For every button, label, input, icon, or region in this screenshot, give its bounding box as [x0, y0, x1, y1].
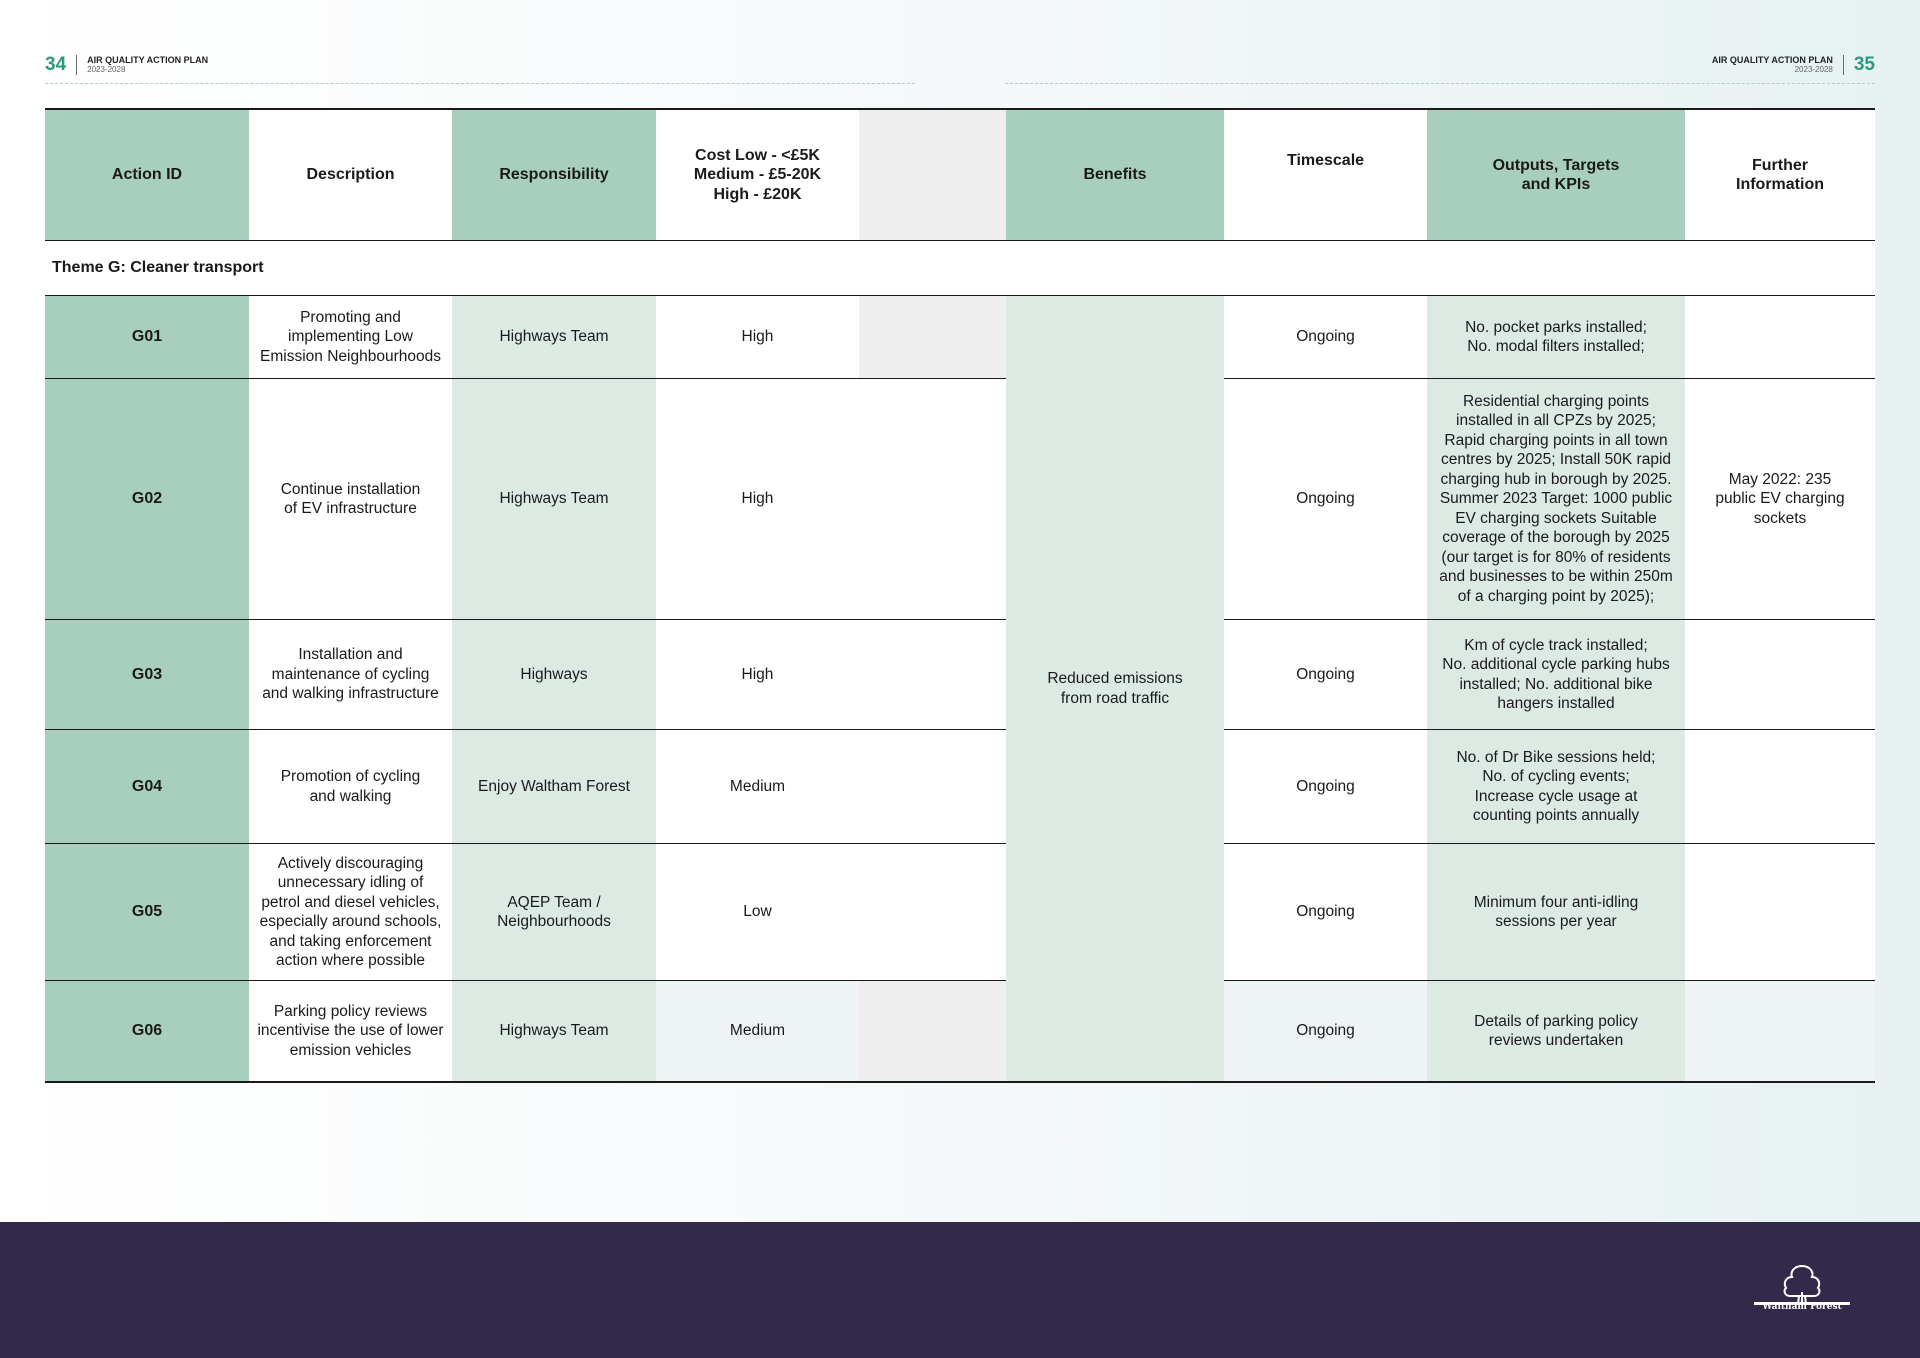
col-header-benefits: Benefits [1006, 110, 1224, 240]
responsibility-cell [452, 378, 656, 619]
description-line: especially around schools, [259, 913, 442, 930]
outputs-line: No. modal filters installed; [1467, 338, 1645, 355]
table-grid [45, 108, 1875, 1083]
timescale-cell: Ongoing [1224, 843, 1427, 980]
description-cell [249, 378, 452, 619]
outputs-line: coverage of the borough by 2025 [1442, 529, 1670, 547]
description-line: implementing Low [288, 328, 413, 346]
description-line: action where possible [275, 952, 426, 969]
description-line: Promotion of cycling [280, 768, 421, 785]
description-line: unnecessary idling of [277, 874, 424, 891]
timescale-cell: Ongoing [1224, 729, 1427, 843]
responsibility-line: Highways [520, 665, 588, 683]
outputs-line: Details of parking policy [1474, 1012, 1638, 1030]
col-header-cost [656, 110, 859, 240]
theme-heading: Theme G: Cleaner transport [45, 240, 1875, 295]
outputs-line: sessions per year [1495, 913, 1617, 930]
description-line: incentivise the use of lower [257, 1022, 444, 1040]
outputs-line: No. of Dr Bike sessions held; [1456, 748, 1656, 766]
outputs-cell [1427, 729, 1685, 843]
blank-cell [859, 378, 1006, 619]
benefits-line: from road traffic [1060, 689, 1170, 707]
cost-cell: Medium [656, 980, 859, 1081]
description-line: and walking infrastructure [262, 685, 439, 703]
col-header-timescale: Timescale [1224, 110, 1427, 240]
outputs-line: (our target is for 80% of residents [1441, 548, 1671, 566]
cost-cell: High [656, 378, 859, 619]
logo-text: Waltham Forest [1762, 1302, 1842, 1312]
outputs-line: Summer 2023 Target: 1000 public [1439, 490, 1673, 508]
responsibility-cell [452, 729, 656, 843]
description-line: and taking enforcement [269, 932, 432, 950]
outputs-line: No. pocket parks installed; [1465, 318, 1647, 336]
col-header-blank [859, 110, 1006, 240]
description-line: Emission Neighbourhoods [260, 347, 441, 365]
header-divider [76, 55, 77, 75]
description-cell [249, 295, 452, 378]
outputs-line: Km of cycle track installed; [1464, 636, 1648, 654]
blank-cell [859, 295, 1006, 378]
outputs-line: hangers installed [1497, 695, 1615, 712]
description-line: Continue installation [280, 480, 421, 498]
description-line: petrol and diesel vehicles, [261, 893, 440, 911]
document-years: 2023-2028 [87, 64, 126, 74]
description-line: emission vehicles [289, 1041, 412, 1059]
outputs-line: Residential charging points [1462, 392, 1650, 410]
outputs-line: No. additional cycle parking hubs [1442, 656, 1670, 673]
action-id-cell: G03 [45, 619, 249, 729]
description-line: Parking policy reviews [273, 1002, 428, 1020]
benefits-line: Reduced emissions [1047, 670, 1183, 687]
outputs-line: installed in all CPZs by 2025; [1456, 412, 1656, 430]
action-id-cell: G04 [45, 729, 249, 843]
footer-band [0, 1222, 1920, 1358]
document-title: AIR QUALITY ACTION PLAN [1711, 54, 1833, 65]
responsibility-line: Neighbourhoods [497, 913, 611, 930]
blank-cell [859, 843, 1006, 980]
action-plan-table [45, 108, 1875, 1083]
outputs-line: Rapid charging points in all town [1444, 431, 1668, 449]
cost-cell: High [656, 619, 859, 729]
page-number: 35 [1853, 53, 1875, 75]
further-information-cell [1685, 729, 1875, 843]
outputs-cell [1427, 980, 1685, 1081]
outputs-cell [1427, 378, 1685, 619]
blank-cell [859, 980, 1006, 1081]
blank-cell [859, 619, 1006, 729]
timescale-cell: Ongoing [1224, 619, 1427, 729]
description-cell [249, 729, 452, 843]
description-cell [249, 980, 452, 1081]
blank-cell [859, 729, 1006, 843]
responsibility-line: Enjoy Waltham Forest [478, 777, 630, 795]
outputs-line: installed; No. additional bike [1459, 675, 1653, 693]
outputs-line: No. of cycling events; [1482, 768, 1630, 785]
description-line: and walking [309, 787, 392, 805]
header-text [87, 55, 208, 75]
col-header-action-id: Action ID [45, 110, 249, 240]
action-id-cell: G02 [45, 378, 249, 619]
responsibility-line: Highways Team [499, 1022, 609, 1040]
col-header-responsibility: Responsibility [452, 110, 656, 240]
outputs-line: Outputs, Targets [1492, 156, 1620, 174]
further-line: sockets [1753, 509, 1807, 527]
further-line: public EV charging [1715, 490, 1845, 508]
outputs-cell [1427, 295, 1685, 378]
further-information-cell [1685, 843, 1875, 980]
responsibility-cell [452, 295, 656, 378]
further-line: May 2022: 235 [1728, 470, 1832, 488]
outputs-line: and KPIs [1521, 176, 1591, 193]
outputs-cell [1427, 843, 1685, 980]
outputs-line: centres by 2025; Install 50K rapid [1440, 451, 1672, 469]
page-number: 34 [45, 53, 67, 75]
page-header-left [45, 50, 915, 84]
description-cell [249, 843, 452, 980]
description-line: Installation and [298, 646, 403, 664]
further-line: Further [1752, 156, 1808, 174]
outputs-cell [1427, 619, 1685, 729]
col-header-description: Description [249, 110, 452, 240]
responsibility-line: AQEP Team / [507, 893, 601, 911]
description-line: Promoting and [300, 308, 401, 326]
timescale-cell: Ongoing [1224, 980, 1427, 1081]
cost-cell: Low [656, 843, 859, 980]
further-information-cell [1685, 378, 1875, 619]
cost-cell: High [656, 295, 859, 378]
timescale-cell: Ongoing [1224, 378, 1427, 619]
timescale-cell: Ongoing [1224, 295, 1427, 378]
further-information-cell [1685, 980, 1875, 1081]
col-header-further-information [1685, 110, 1875, 240]
header-text [1712, 55, 1833, 75]
action-id-cell: G06 [45, 980, 249, 1081]
responsibility-cell [452, 619, 656, 729]
description-cell [249, 619, 452, 729]
action-id-cell: G05 [45, 843, 249, 980]
document-title: AIR QUALITY ACTION PLAN [87, 54, 209, 65]
further-information-cell [1685, 619, 1875, 729]
cost-cell: Medium [656, 729, 859, 843]
description-line: maintenance of cycling [271, 665, 430, 683]
further-information-cell [1685, 295, 1875, 378]
outputs-line: Increase cycle usage at [1474, 787, 1638, 805]
outputs-line: of a charging point by 2025); [1457, 587, 1655, 605]
cost-line: Medium - £5-20K [693, 166, 822, 184]
description-line: of EV infrastructure [284, 500, 417, 517]
responsibility-line: Highways Team [499, 328, 609, 346]
responsibility-cell [452, 843, 656, 980]
outputs-line: counting points annually [1472, 807, 1640, 824]
outputs-line: reviews undertaken [1488, 1032, 1624, 1049]
benefits-cell [1006, 295, 1224, 1081]
outputs-line: charging hub in borough by 2025. [1440, 470, 1672, 488]
cost-line: Cost Low - <£5K [695, 146, 820, 164]
document-years: 2023-2028 [1794, 64, 1833, 74]
cost-line: High - £20K [713, 185, 802, 203]
outputs-line: and businesses to be within 250m [1439, 568, 1673, 586]
responsibility-cell [452, 980, 656, 1081]
page-header-right [1005, 50, 1875, 84]
outputs-line: EV charging sockets Suitable [1455, 509, 1657, 527]
header-divider [1843, 55, 1844, 75]
description-line: Actively discouraging [277, 854, 424, 872]
col-header-outputs [1427, 110, 1685, 240]
responsibility-line: Highways Team [499, 490, 609, 508]
action-id-cell: G01 [45, 295, 249, 378]
outputs-line: Minimum four anti-idling [1473, 893, 1639, 911]
further-line: Information [1736, 176, 1824, 193]
